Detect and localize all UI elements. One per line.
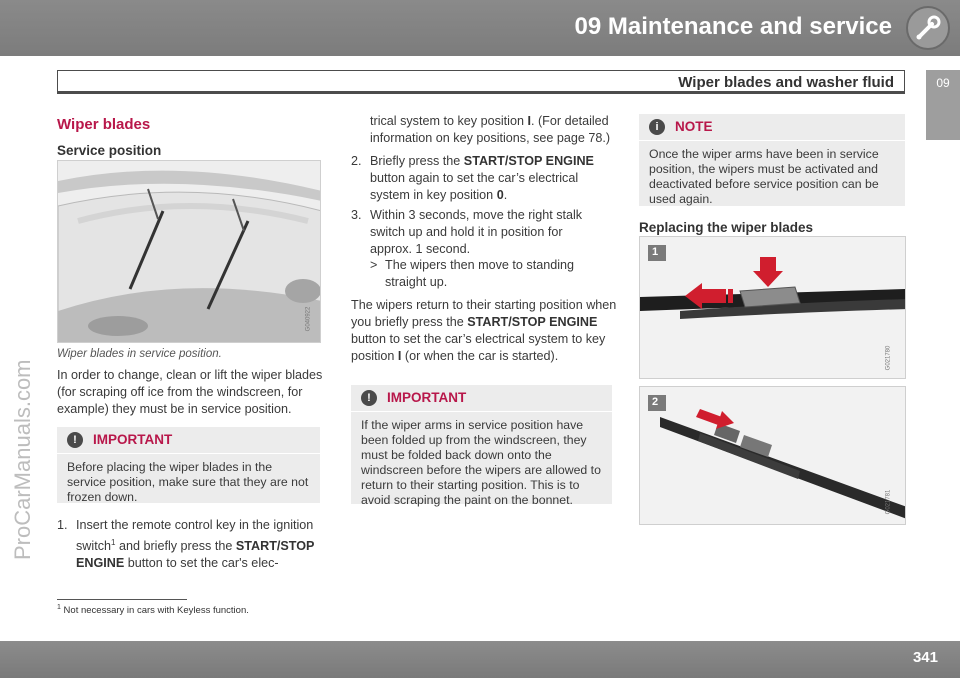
- key-name: START/STOP ENGINE: [463, 154, 594, 168]
- figure-2-illustration: [639, 386, 906, 525]
- step-text: . (For detailed information on key positions, see page 78.): [370, 114, 611, 145]
- step-text: Insert the remote control key in the ignition switch: [76, 518, 314, 554]
- footnote-text: Not necessary in cars with Keyless function.: [63, 605, 249, 617]
- intro-paragraph: In order to change, clean or lift the wiper blades (for scraping off ice from the windscreen, for example) they must be in service position.: [57, 368, 323, 416]
- windscreen-illustration: [57, 160, 321, 343]
- step-text: button to set the car's elec-: [124, 556, 279, 571]
- step-3: [351, 207, 607, 258]
- footnote-rule: [57, 599, 187, 600]
- footnote-mark: 1: [57, 604, 61, 611]
- important-box-1: [57, 427, 320, 503]
- figure-1-code: G021780: [885, 345, 892, 371]
- footnote: [57, 604, 249, 616]
- important-label: IMPORTANT: [93, 432, 173, 447]
- key-position: 0: [496, 188, 504, 202]
- step-text: and briefly press the: [115, 539, 236, 554]
- page-number: 341: [912, 649, 938, 666]
- step-number: 3.: [351, 208, 362, 222]
- key-name: START/STOP ENGINE: [76, 539, 315, 571]
- return-paragraph: [351, 297, 617, 365]
- important-header: [351, 385, 612, 412]
- important-label: IMPORTANT: [387, 390, 467, 405]
- step-text: .: [503, 188, 508, 202]
- figure-caption: Wiper blades in service position.: [57, 348, 222, 360]
- subheading-service-position: Service position: [57, 143, 162, 158]
- figure-1-illustration: [639, 236, 906, 379]
- result-marker: >: [370, 258, 378, 272]
- para-text: (or when the car is started).: [401, 349, 559, 363]
- step-number: 2.: [351, 154, 362, 168]
- step-text: button again to set the car’s electrical system in key position: [370, 171, 579, 202]
- warning-icon: !: [361, 390, 377, 406]
- figure-1-label: 1: [652, 246, 659, 258]
- para-text: The wipers return to their starting position when you briefly press the: [351, 298, 617, 329]
- warning-icon: !: [67, 432, 83, 448]
- step-text: trical system to key position: [370, 114, 528, 128]
- important-text: Before placing the wiper blades in the service position, make sure that they are not frozen down.: [67, 460, 309, 504]
- step-number: 1.: [57, 518, 68, 532]
- key-name: START/STOP ENGINE: [467, 315, 598, 329]
- figure-2-code: G021781: [885, 489, 892, 515]
- important-header: [57, 427, 320, 454]
- note-box: [639, 114, 905, 206]
- image-code: G040922: [305, 306, 312, 332]
- step-3-result: [370, 257, 606, 291]
- important-box-2: [351, 385, 612, 507]
- step-1-continued: [370, 113, 616, 147]
- step-text: Briefly press the: [370, 154, 464, 168]
- subheading-replacing: Replacing the wiper blades: [639, 220, 814, 235]
- watermark: ProCarManuals.com: [10, 359, 35, 560]
- heading-wiper-blades: Wiper blades: [57, 116, 151, 133]
- step-1: [57, 517, 323, 572]
- para-text: button to set the car’s electrical system to key position: [351, 332, 606, 363]
- important-text: If the wiper arms in service position have been folded up from the windscreen, they must be folded back down onto the windscreen before the wipers are allowed to return to their starting position. This is to avoid scraping the paint on the bonnet.: [361, 418, 601, 507]
- step-text: Within 3 seconds, move the right stalk switch up and hold it in position for approx. 1 second.: [370, 208, 583, 256]
- wrench-icon: [906, 6, 950, 50]
- step-2: [351, 153, 617, 204]
- note-header: [639, 114, 905, 141]
- section-title: Wiper blades and washer fluid: [678, 74, 894, 91]
- key-position: I: [527, 114, 531, 128]
- note-label: NOTE: [675, 119, 713, 134]
- footnote-ref: 1: [111, 538, 116, 547]
- chapter-title: 09 Maintenance and service: [574, 13, 892, 40]
- page-footer-bar: [0, 641, 960, 678]
- figure-2-label: 2: [652, 396, 659, 408]
- chapter-tab-label: 09: [936, 76, 950, 90]
- chapter-tab[interactable]: [926, 70, 960, 140]
- note-text: Once the wiper arms have been in service position, the wipers must be activated and deactivated before service position can be used again.: [649, 147, 879, 206]
- result-text: The wipers then move to standing straight up.: [385, 258, 575, 289]
- info-icon: i: [649, 119, 665, 135]
- key-position: I: [397, 349, 402, 363]
